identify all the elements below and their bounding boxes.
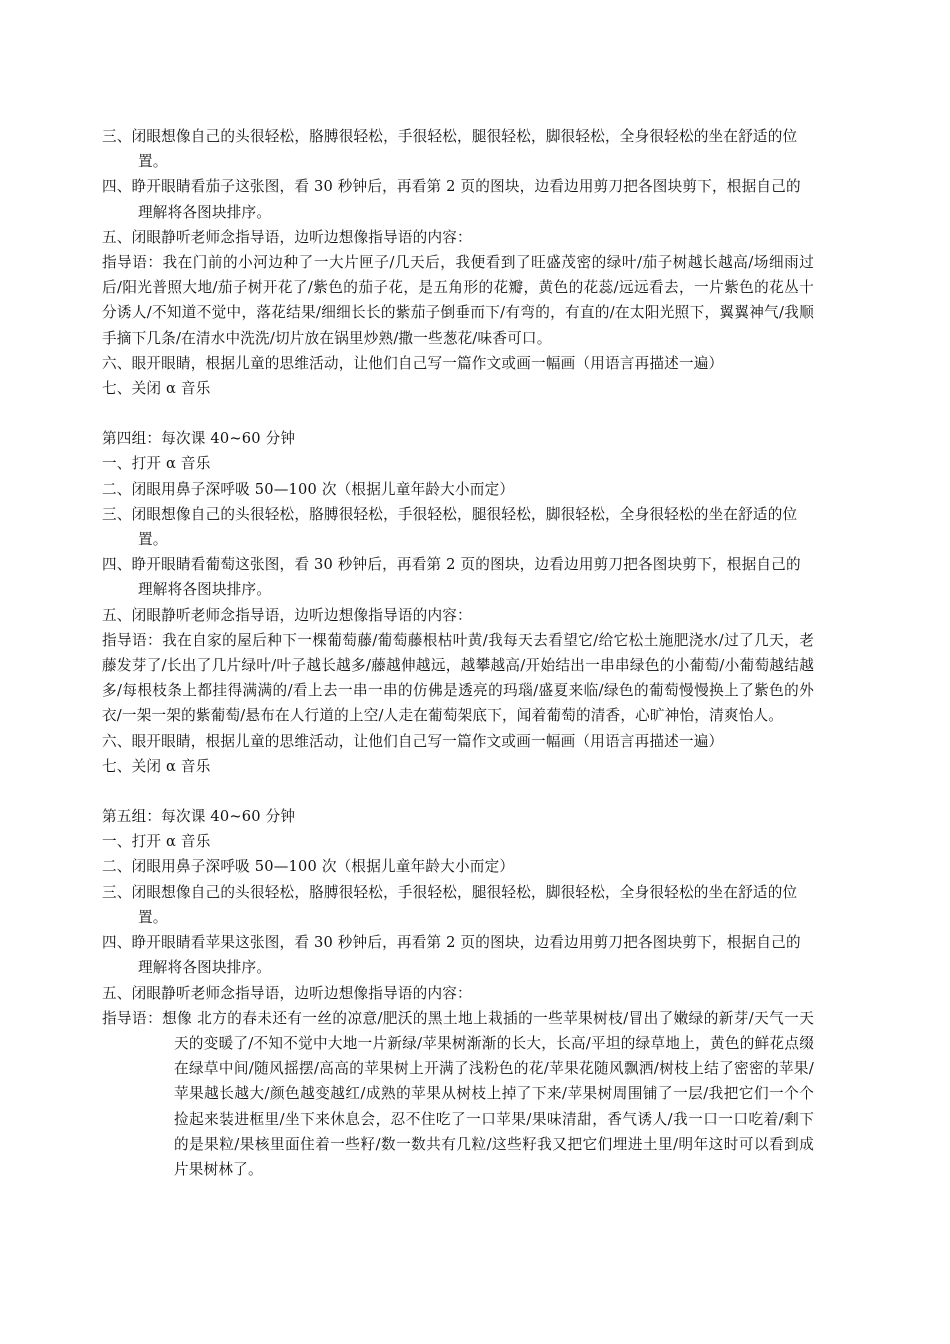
g4-step3: 三、闭眼想像自己的头很轻松，胳膊很轻松，手很轻松，腿很轻松，脚很轻松，全身很轻松的坐在舒适的位置。	[102, 505, 798, 549]
document-page	[102, 124, 822, 1182]
g5-guide: 指导语：想像 北方的春未还有一丝的凉意/肥沃的黑土地上栽插的一些苹果树枝/冒出了嫩绿的新芽/天气一天天的变暖了/不知不觉中大地一片新绿/苹果树渐渐的长大，长高/平坦的绿草地上，黄色的鲜花点缀在绿草中间/随风摇摆/高高的苹果树上开满了浅粉色的花/苹果花随风飘洒/树枝上结了密密的苹果/苹果越长越大/颜色越变越红/成熟的苹果从树枝上掉了下来/苹果树周围铺了一层/我把它们一个个捡起来装进框里/坐下来休息会，忍不住吃了一口苹果/果味清甜，香气诱人/我一口一口吃着/剩下的是果粒/果核里面住着一些籽/数一数共有几粒/这些籽我又把它们埋进土里/明年这时可以看到成片果树林了。	[102, 1009, 814, 1178]
section-gap	[102, 401, 822, 426]
g5-step2: 二、闭眼用鼻子深呼吸 50—100 次（根据儿童年龄大小而定）	[102, 858, 515, 876]
g4-guide: 指导语：我在自家的屋后种下一棵葡萄藤/葡萄藤根枯叶黄/我每天去看望它/给它松土施肥浇水/过了几天，老藤发芽了/长出了几片绿叶/叶子越长越多/藤越伸越远，越攀越高/开始结出一串串绿色的小葡萄/小葡萄越结越多/每根枝条上都挂得满满的/看上去一串一串的仿佛是透亮的玛瑙/盛夏来临/绿色的葡萄慢慢换上了紫色的外衣/一架一架的紫葡萄/悬布在人行道的上空/人走在葡萄架底下，闻着葡萄的清香，心旷神怡，清爽怡人。	[102, 631, 814, 725]
g3-step3: 三、闭眼想像自己的头很轻松，胳膊很轻松，手很轻松，腿很轻松，脚很轻松，全身很轻松的坐在舒适的位置。	[102, 128, 798, 171]
g5-step3: 三、闭眼想像自己的头很轻松，胳膊很轻松，手很轻松，腿很轻松，脚很轻松，全身很轻松的坐在舒适的位置。	[102, 883, 798, 926]
g4-step5: 五、闭眼静听老师念指导语，边听边想像指导语的内容：	[102, 606, 472, 624]
g4-step1: 一、打开 α 音乐	[102, 455, 211, 473]
g4-step6: 六、眼开眼睛，根据儿童的思维活动，让他们自己写一篇作文或画一幅画（用语言再描述一遍）	[102, 732, 724, 750]
g3-step4: 四、睁开眼睛看茄子这张图，看 30 秒钟后，再看第 2 页的图块，边看边用剪刀把各图块剪下，根据自己的理解将各图块排序。	[102, 178, 801, 221]
section-gap	[102, 779, 822, 804]
g4-step4: 四、睁开眼睛看葡萄这张图，看 30 秒钟后，再看第 2 页的图块，边看边用剪刀把各图块剪下，根据自己的理解将各图块排序。	[102, 556, 801, 599]
g5-title: 第五组：每次课 40~60 分钟	[102, 808, 296, 826]
g3-step5: 五、闭眼静听老师念指导语，边听边想像指导语的内容：	[102, 228, 472, 246]
g4-title: 第四组：每次课 40~60 分钟	[102, 430, 296, 448]
g4-step2: 二、闭眼用鼻子深呼吸 50—100 次（根据儿童年龄大小而定）	[102, 480, 515, 498]
g3-guide: 指导语：我在门前的小河边种了一大片匣子/几天后，我便看到了旺盛茂密的绿叶/茄子树越长越高/场细雨过后/阳光普照大地/茄子树开花了/紫色的茄子花，是五角形的花瓣，黄色的花蕊/远远看去，一片紫色的花丛十分诱人/不知道不觉中，落花结果/细细长长的紫茄子倒垂而下/有弯的，有直的/在太阳光照下，翼翼神气/我顺手摘下几条/在清水中洗洗/切片放在锅里炒熟/撒一些葱花/味香可口。	[102, 254, 814, 347]
g5-step1: 一、打开 α 音乐	[102, 833, 211, 851]
g3-step6: 六、眼开眼睛，根据儿童的思维活动，让他们自己写一篇作文或画一幅画（用语言再描述一遍）	[102, 354, 724, 372]
g3-step7: 七、关闭 α 音乐	[102, 380, 211, 398]
g4-step7: 七、关闭 α 音乐	[102, 757, 211, 775]
g5-step4: 四、睁开眼睛看苹果这张图，看 30 秒钟后，再看第 2 页的图块，边看边用剪刀把各图块剪下，根据自己的理解将各图块排序。	[102, 934, 801, 977]
g5-step5: 五、闭眼静听老师念指导语，边听边想像指导语的内容：	[102, 984, 472, 1002]
